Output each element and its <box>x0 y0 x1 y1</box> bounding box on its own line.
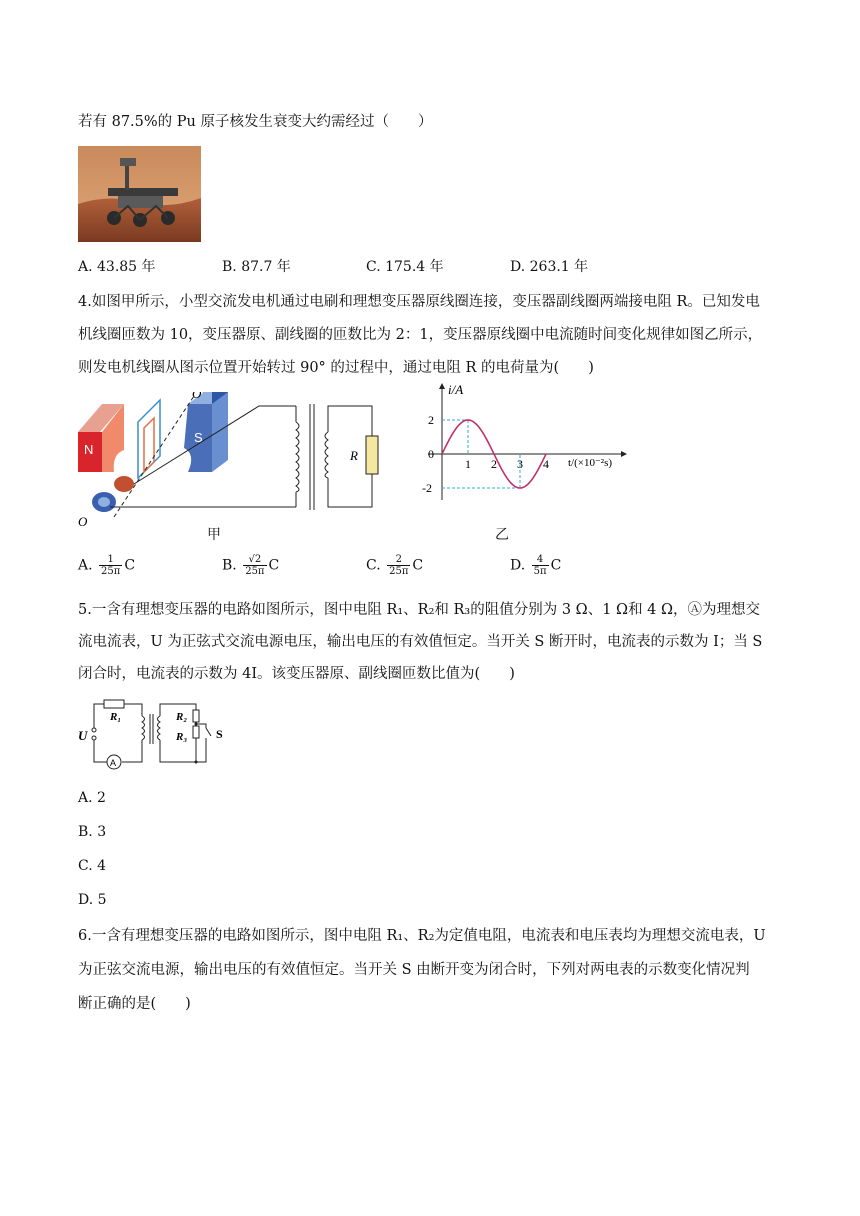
figure-b-caption: 乙 <box>495 527 509 543</box>
q3-option-c[interactable]: C. 175.4 年 <box>366 259 444 275</box>
fraction <box>243 554 266 577</box>
figure-a-caption: 甲 <box>207 527 221 543</box>
fraction <box>387 554 410 577</box>
magnet-n-label: N <box>84 442 94 457</box>
q4-option-a[interactable] <box>78 554 135 577</box>
q3-option-d[interactable]: D. 263.1 年 <box>510 259 589 275</box>
axis-top-label: O′ <box>192 392 205 401</box>
x-axis-label: t/(×10⁻²s) <box>568 457 613 469</box>
q3-option-a[interactable]: A. 43.85 年 <box>78 259 156 275</box>
fraction-denominator: 5π <box>533 566 547 577</box>
r2-label: R₂ <box>176 711 188 723</box>
fraction-numerator: 1 <box>99 554 122 566</box>
fraction-numerator: 4 <box>532 554 549 566</box>
q6-line-2: 为正弦交流电源，输出电压的有效值恒定。当开关 S 由断开变为闭合时，下列对两电表的示数变化情况判 <box>78 962 750 978</box>
source-u-label: U <box>78 728 88 743</box>
q5-line-1: 5.一含有理想变压器的电路如图所示，图中电阻 R₁、R₂和 R₃的阻值分别为 3 Ω、1 Ω和 4 Ω，Ⓐ为理想交 <box>78 602 761 618</box>
current-time-graph <box>420 380 640 500</box>
q5-option-a[interactable]: A. 2 <box>78 790 106 806</box>
x-tick-label: 4 <box>543 457 549 471</box>
unit: C <box>124 557 136 574</box>
option-letter: C. <box>366 557 381 574</box>
option-letter: A. <box>78 557 93 574</box>
fraction-denominator: 25π <box>245 566 265 577</box>
x-tick-label: 1 <box>465 457 471 471</box>
mars-rover-photo <box>78 146 201 242</box>
generator-transformer-diagram <box>74 392 384 532</box>
y-tick-label: 2 <box>428 413 434 427</box>
fraction <box>532 554 549 577</box>
option-letter: D. <box>510 557 526 574</box>
x-tick-label: 3 <box>517 457 523 471</box>
q5-option-b[interactable]: B. 3 <box>78 824 107 840</box>
y-axis-label: i/A <box>448 382 464 397</box>
q4-line-3: 则发电机线圈从图示位置开始转过 90° 的过程中，通过电阻 R 的电荷量为( ) <box>78 360 594 376</box>
unit: C <box>268 557 280 574</box>
ammeter-label: A <box>110 758 117 768</box>
q4-option-d[interactable] <box>510 554 561 577</box>
q6-line-1: 6.一含有理想变压器的电路如图所示，图中电阻 R₁、R₂为定值电阻，电流表和电压表均为理想交流电表，U <box>78 928 766 944</box>
fraction-denominator: 25π <box>389 566 409 577</box>
unit: C <box>412 557 424 574</box>
q5-line-2: 流电流表，U 为正弦式交流电源电压，输出电压的有效值恒定。当开关 S 断开时，电流表的示数为 I；当 S <box>78 634 763 650</box>
switch-s-label: S <box>216 727 223 741</box>
q5-line-3: 闭合时，电流表的示数为 4I。该变压器原、副线圈匝数比值为( ) <box>78 666 515 682</box>
y-tick-label: -2 <box>422 481 432 495</box>
option-letter: B. <box>222 557 237 574</box>
axis-bottom-label: O <box>78 514 88 529</box>
fraction-numerator: √2 <box>243 554 266 566</box>
origin-label: 0 <box>428 447 434 461</box>
resistor-r-label: R <box>350 448 358 463</box>
fraction <box>99 554 122 577</box>
q3-option-b[interactable]: B. 87.7 年 <box>222 259 291 275</box>
transformer-circuit-q5 <box>76 698 248 770</box>
q4-line-2: 机线圈匝数为 10，变压器原、副线圈的匝数比为 2：1，变压器原线圈中电流随时间变化规律如图乙所示， <box>78 327 763 343</box>
q5-option-d[interactable]: D. 5 <box>78 892 107 908</box>
magnet-s-label: S <box>194 430 203 445</box>
fraction-denominator: 25π <box>101 566 121 577</box>
r1-label: R₁ <box>110 711 122 723</box>
q3-stem: 若有 87.5%的 Pu 原子核发生衰变大约需经过（ ） <box>78 114 433 130</box>
q4-line-1: 4.如图甲所示，小型交流发电机通过电刷和理想变压器原线圈连接，变压器副线圈两端接电阻 R。已知发电 <box>78 294 760 310</box>
q6-line-3: 断正确的是( ) <box>78 996 191 1012</box>
q5-option-c[interactable]: C. 4 <box>78 858 107 874</box>
r3-label: R₃ <box>176 731 188 743</box>
fraction-numerator: 2 <box>387 554 410 566</box>
unit: C <box>550 557 562 574</box>
q4-option-b[interactable] <box>222 554 279 577</box>
q4-option-c[interactable] <box>366 554 423 577</box>
x-tick-label: 2 <box>491 457 497 471</box>
